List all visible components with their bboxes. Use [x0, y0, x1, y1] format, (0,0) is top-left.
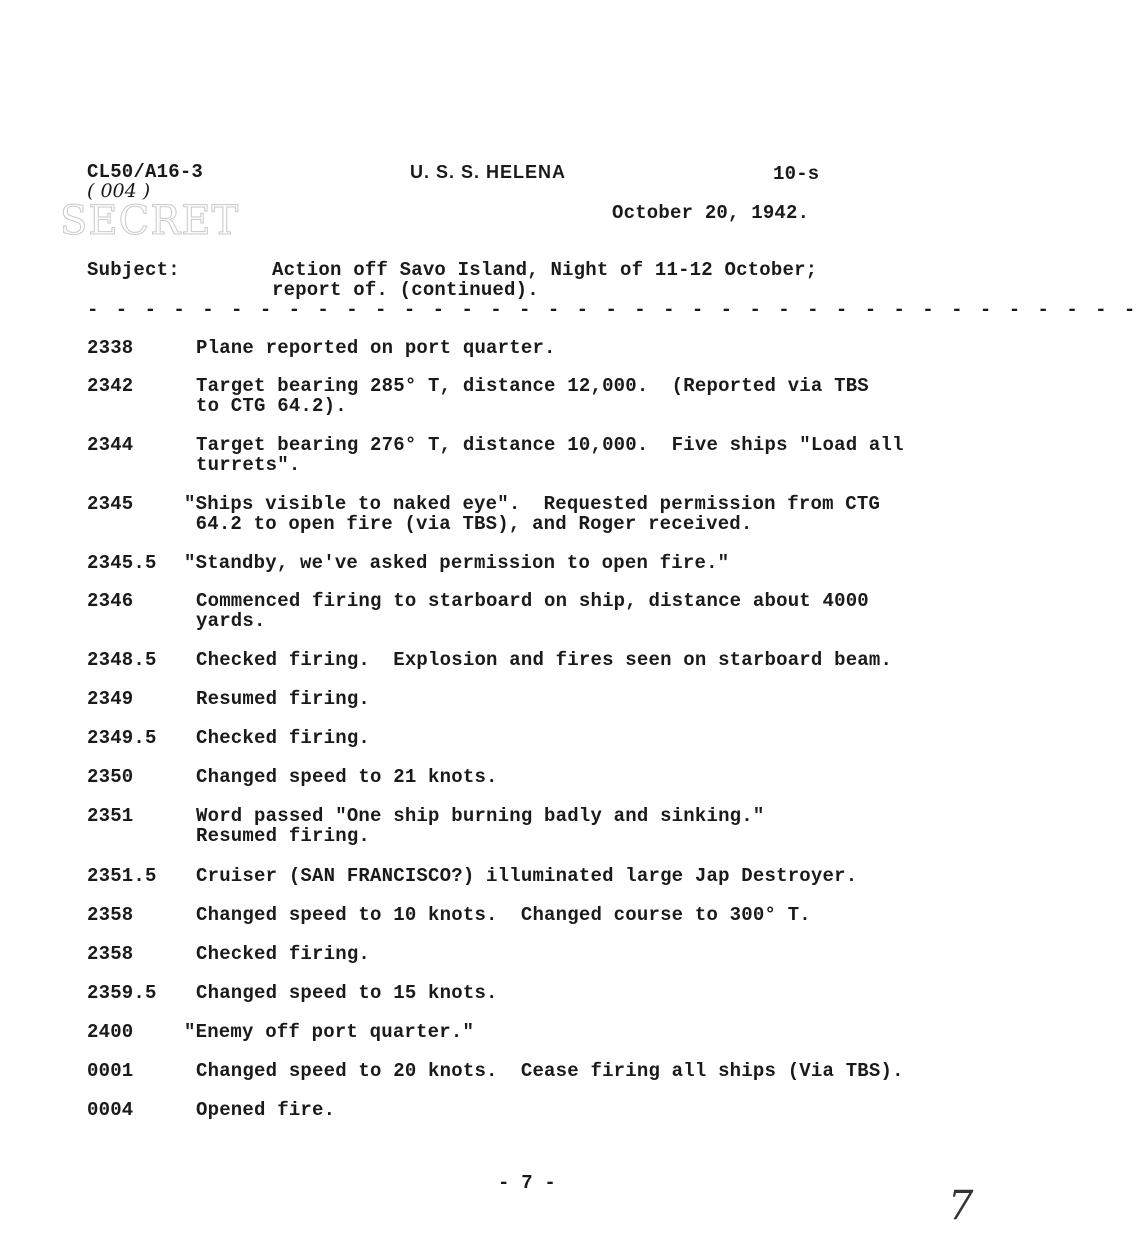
entry-text: Word passed "One ship burning badly and sinking." Resumed firing. — [196, 805, 765, 847]
entry-text: Changed speed to 10 knots. Changed course to 300° T. — [196, 904, 811, 926]
entry-text: Resumed firing. — [196, 688, 371, 710]
entry-time: 0001 — [87, 1060, 134, 1082]
entry-time: 0004 — [87, 1099, 134, 1121]
ship-title: U. S. S. HELENA — [410, 162, 567, 182]
entry-time: 2351 — [87, 805, 134, 827]
entry-time: 2348.5 — [87, 649, 157, 671]
entry-time: 2346 — [87, 590, 134, 612]
entry-time: 2344 — [87, 434, 134, 456]
entry-time: 2351.5 — [87, 865, 157, 887]
entry-text: Checked firing. Explosion and fires seen on starboard beam. — [196, 649, 893, 671]
entry-time: 2359.5 — [87, 982, 157, 1004]
entry-text: Commenced firing to starboard on ship, distance about 4000 yards. — [196, 590, 869, 632]
entry-text: Changed speed to 21 knots. — [196, 766, 498, 788]
separator-line: - - - - - - - - - - - - - - - - - - - - - - - - - - - - - - - - - - - - - — [87, 299, 1138, 321]
subject-line-1: Action off Savo Island, Night of 11-12 October; — [272, 259, 818, 281]
file-code: CL50/A16-3 — [87, 161, 204, 183]
entry-text: Target bearing 285° T, distance 12,000. (Reported via TBS to CTG 64.2). — [196, 375, 869, 417]
entry-text: "Enemy off port quarter." — [184, 1021, 475, 1043]
entry-time: 2342 — [87, 375, 134, 397]
entry-text: Cruiser (SAN FRANCISCO?) illuminated large Jap Destroyer. — [196, 865, 858, 887]
entry-time: 2358 — [87, 943, 134, 965]
handwritten-page-number: 7 — [948, 1183, 974, 1229]
entry-time: 2338 — [87, 337, 134, 359]
file-sub-code: ( 004 ) — [87, 180, 151, 202]
secret-stamp: SECRET — [60, 198, 240, 244]
page-number: - 7 - — [498, 1172, 557, 1194]
subject-line-2: report of. (continued). — [272, 279, 539, 301]
entry-text: Opened fire. — [196, 1099, 336, 1121]
entry-time: 2350 — [87, 766, 134, 788]
entry-text: Changed speed to 15 knots. — [196, 982, 498, 1004]
entry-text: Plane reported on port quarter. — [196, 337, 556, 359]
entry-text: Checked firing. — [196, 727, 371, 749]
entry-text: Target bearing 276° T, distance 10,000. Five ships "Load all turrets". — [196, 434, 904, 476]
entry-time: 2345.5 — [87, 552, 157, 574]
entry-time: 2345 — [87, 493, 134, 515]
entry-time: 2349.5 — [87, 727, 157, 749]
subject-label: Subject: — [87, 259, 180, 281]
entry-time: 2349 — [87, 688, 134, 710]
entry-text: "Ships visible to naked eye". Requested permission from CTG 64.2 to open fire (via TBS), and Roger received. — [184, 493, 881, 535]
page-code: 10-s — [773, 163, 820, 185]
entry-text: Checked firing. — [196, 943, 371, 965]
entry-time: 2400 — [87, 1021, 134, 1043]
entry-text: "Standby, we've asked permission to open fire." — [184, 552, 730, 574]
entry-time: 2358 — [87, 904, 134, 926]
document-date: October 20, 1942. — [612, 202, 810, 224]
entry-text: Changed speed to 20 knots. Cease firing all ships (Via TBS). — [196, 1060, 904, 1082]
